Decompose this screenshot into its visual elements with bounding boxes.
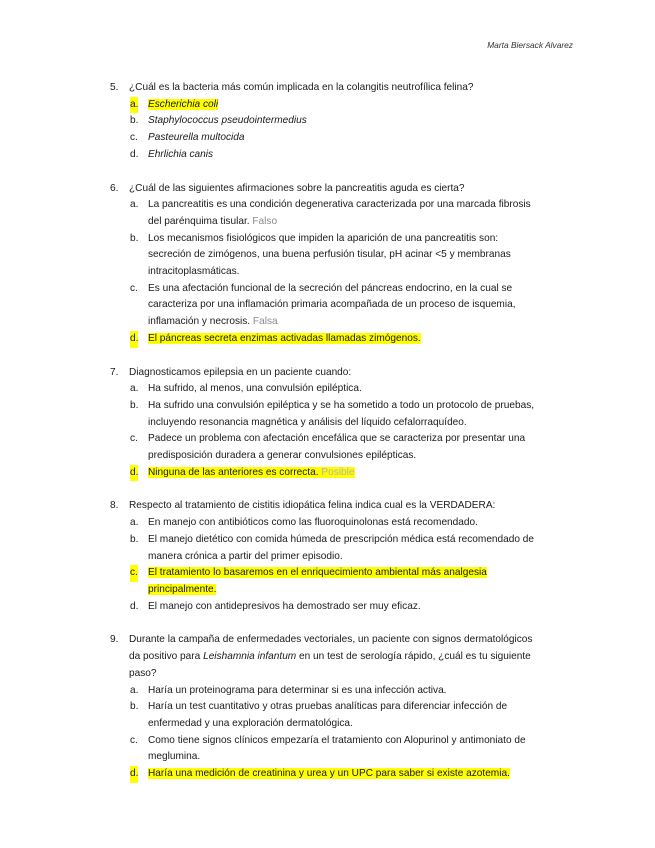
option-a (110, 381, 542, 398)
option-d (110, 465, 542, 482)
option-text: La pancreatitis es una condición degenerativa caracterizada por una marcada fibrosis del parénquima tisular. (148, 199, 531, 227)
option-letter: a. (130, 684, 139, 696)
option-a (110, 683, 542, 700)
option-letter: d. (130, 766, 138, 783)
option-letter: c. (130, 282, 138, 294)
option-letter: c. (130, 565, 138, 582)
option-d (110, 331, 542, 348)
option-a (110, 197, 542, 230)
option-text: El manejo dietético con comida húmeda de prescripción médica está recomendado de manera crónica a partir del primer episodio. (148, 533, 535, 562)
question-stem (110, 80, 542, 97)
option-letter: b. (130, 115, 139, 127)
question-stem (110, 498, 542, 515)
question-text: ¿Cuál de las siguientes afirmaciones sobre la pancreatitis aguda es cierta? (129, 182, 465, 194)
option-a (110, 97, 542, 114)
option-text-correct: Escherichia coli (148, 98, 219, 110)
option-b (110, 532, 542, 565)
option-list (110, 381, 542, 481)
author-name: Marta Biersack Alvarez (487, 40, 573, 50)
option-c (110, 130, 542, 147)
option-letter: b. (130, 533, 139, 545)
option-letter: a. (130, 383, 139, 395)
option-letter: d. (130, 331, 138, 348)
question-text: Respecto al tratamiento de cistitis idiopática felina indica cual es la VERDADERA: (129, 500, 496, 512)
question-text: Diagnosticamos epilepsia en un paciente cuando: (129, 366, 352, 378)
option-text-correct (148, 467, 355, 478)
option-c (110, 431, 542, 464)
option-list (110, 515, 542, 615)
option-a (110, 515, 542, 532)
option-letter: c. (130, 734, 138, 746)
question-9 (110, 632, 542, 782)
option-letter: b. (130, 232, 139, 244)
option-list (110, 683, 542, 783)
option-text: Haría un test cuantitativo y otras pruebas analíticas para diferenciar infección de enfermedad y una exploración dermatológica. (148, 701, 508, 729)
option-letter: b. (130, 399, 139, 411)
option-letter: d. (130, 465, 138, 482)
option-text: Como tiene signos clínicos empezaría el tratamiento con Alopurinol y antimoniato de meglumina. (148, 734, 526, 763)
option-b (110, 699, 542, 732)
option-text: Es una afectación funcional de la secreción del páncreas endocrino, en la cual se caracteriza por una inflamación primaria acompañada de un proceso de isquemia, inflamación y necrosis. (148, 282, 516, 328)
species-name: Leishamnia infantum (203, 651, 297, 663)
question-7 (110, 365, 542, 482)
option-letter: a. (130, 199, 139, 211)
option-c (110, 733, 542, 766)
option-text: Pasteurella multocida (148, 132, 245, 144)
question-5 (110, 80, 542, 164)
option-letter: a. (130, 97, 138, 114)
option-text: Ehrlichia canis (148, 148, 214, 160)
option-list (110, 197, 542, 347)
option-letter: c. (130, 433, 138, 445)
question-6 (110, 181, 542, 348)
question-text: en un test de serología rápido, ¿cuál es tu siguiente paso? (129, 651, 531, 679)
option-d (110, 599, 542, 616)
option-letter: a. (130, 517, 139, 529)
question-text: Durante la campaña de enfermedades vectoriales, un paciente con signos dermatológicos da positivo para (129, 634, 533, 663)
option-c (110, 565, 542, 598)
option-letter: d. (130, 148, 139, 160)
question-stem (110, 365, 542, 382)
question-number: 5. (110, 82, 119, 93)
option-text-correct: El tratamiento lo basaremos en el enriquecimiento ambiental más analgesia principalmente. (148, 567, 487, 595)
option-letter: d. (130, 600, 139, 612)
answer-note: Posible (321, 466, 355, 478)
option-text: Los mecanismos fisiológicos que impiden la aparición de una pancreatitis son: secreción de zimógenos, una buena perfusión tisular, pH acinar <5 y membranas intracitoplasmáticas. (148, 232, 511, 278)
question-stem (110, 181, 542, 198)
question-8 (110, 498, 542, 615)
option-b (110, 231, 542, 281)
option-d (110, 147, 542, 164)
option-letter: c. (130, 132, 138, 144)
question-stem (110, 632, 542, 682)
option-list (110, 97, 542, 164)
option-text-correct: El páncreas secreta enzimas activadas llamadas zimógenos. (148, 332, 421, 344)
question-number: 8. (110, 500, 119, 512)
option-text: Ninguna de las anteriores es correcta. (148, 466, 319, 478)
option-text: Ha sufrido, al menos, una convulsión epiléptica. (148, 383, 362, 395)
option-text: En manejo con antibióticos como las fluoroquinolonas está recomendado. (148, 517, 478, 529)
option-d (110, 766, 542, 783)
option-b (110, 113, 542, 130)
option-text-correct: Haría una medición de creatinina y urea y un UPC para saber si existe azotemia. (148, 768, 510, 780)
option-text: El manejo con antidepresivos ha demostrado ser muy eficaz. (148, 600, 421, 612)
question-number: 9. (110, 634, 119, 646)
option-b (110, 398, 542, 431)
answer-note: Falso (252, 215, 278, 227)
option-text: Haría un proteinograma para determinar si es una infección activa. (148, 684, 447, 696)
question-number: 6. (110, 182, 119, 194)
option-text: Staphylococcus pseudointermedius (148, 115, 307, 127)
option-c (110, 281, 542, 331)
option-text: Ha sufrido una convulsión epiléptica y se ha sometido a todo un protocolo de pruebas, incluyendo resonancia magnética y análisis del líquido cefalorraquídeo. (148, 399, 535, 428)
question-list (110, 80, 542, 800)
question-number: 7. (110, 366, 119, 378)
option-text: Padece un problema con afectación encefálica que se caracteriza por presentar una predisposición duradera a generar convulsiones epilépticas. (148, 433, 526, 462)
option-letter: b. (130, 701, 139, 713)
answer-note: Falsa (252, 316, 278, 328)
question-text: ¿Cuál es la bacteria más común implicada en la colangitis neutrofílica felina? (129, 82, 474, 93)
